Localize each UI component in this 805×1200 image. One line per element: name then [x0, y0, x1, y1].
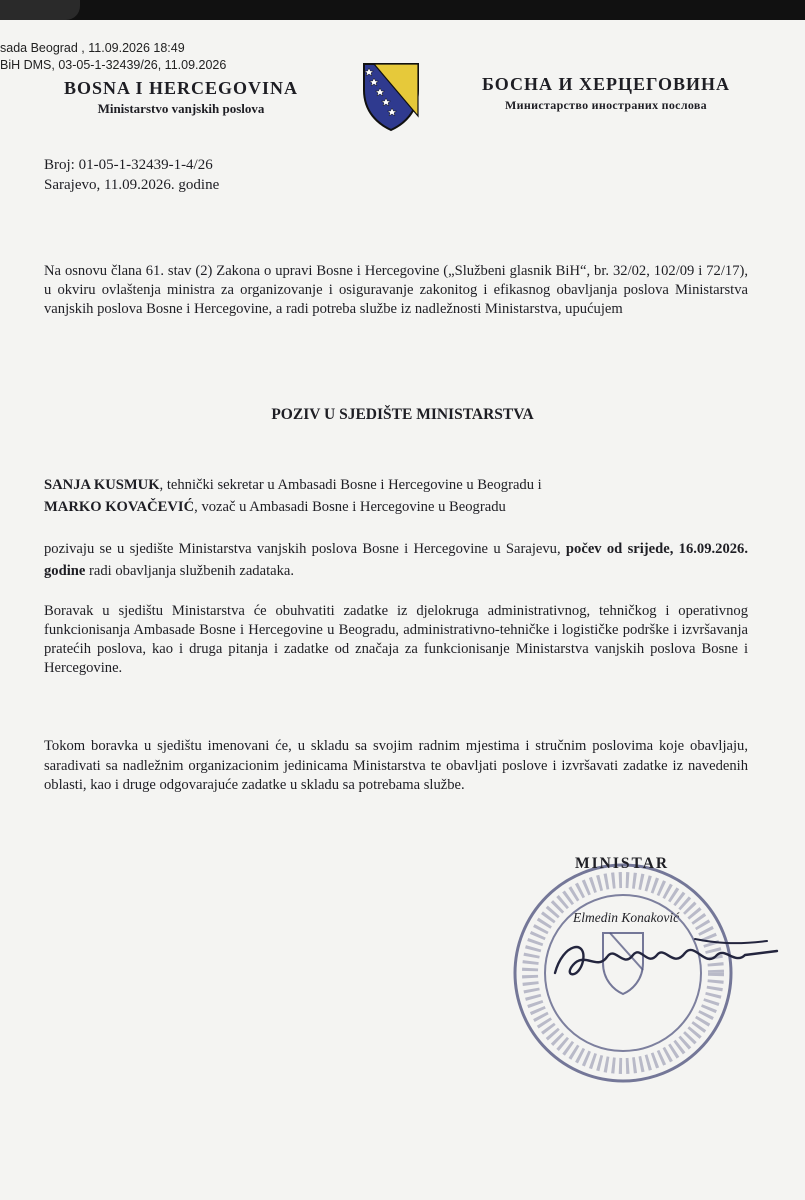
org-header-latin — [36, 78, 326, 117]
document-title: POZIV U SJEDIŠTE MINISTARSTVA — [271, 406, 534, 423]
top-bar — [0, 0, 805, 20]
invitation-tail: radi obavljanja službenih zadataka. — [85, 563, 295, 579]
invitee-2-role: , vozač u Ambasadi Bosne i Hercegovine u Beogradu — [194, 499, 506, 515]
invitation-paragraph — [44, 538, 748, 582]
org-header-cyrillic — [446, 74, 766, 113]
invitee-2-name: MARKO KOVAČEVIĆ — [44, 499, 195, 515]
coat-of-arms-icon — [360, 60, 422, 132]
stay-paragraph: Boravak u sjedištu Ministarstva će obuhvatiti zadatke iz djelokruga administrativnog, tehničkog i operativnog funkcionisanja Ambasade Bosne i Hercegovine u Beogradu, administrativno-tehničke i logističke podrške i izvršavanja pratećih poslova, kao i druga pitanja i zadatke od značaja za funkcionisanje Ministarstva vanjskih poslova Bosne i Hercegovine. — [44, 603, 748, 676]
country-name-latin: BOSNA I HERCEGOVINA — [63, 78, 299, 98]
fax-header-line1: sada Beograd , 11.09.2026 18:49 — [0, 41, 185, 55]
invitation-text: pozivaju se u sjedište Ministarstva vanjskih poslova Bosne i Hercegovine u Sarajevu, — [44, 541, 566, 557]
document-number: Broj: 01-05-1-32439-1-4/26 — [44, 157, 213, 173]
intro-paragraph: Na osnovu člana 61. stav (2) Zakona o upravi Bosne i Hercegovine („Službeni glasnik BiH“, br. 32/02, 102/09 i 72/17), u okviru ovlaštenja ministra za organizovanje i osiguravanje zakonitog i efikasnog obavljanja poslova Ministarstva vanjskih poslova Bosne i Hercegovine, a radi potreba službe iz nadležnosti Ministarstva, upućujem — [44, 263, 748, 317]
duties-paragraph: Tokom boravka u sjedištu imenovani će, u skladu sa svojim radnim mjestima i stručnim poslovima koje obavljaju, saradivati sa nadležnim organizacionim jedinicama Ministarstva te obavljati poslove i izvršavati zadatke iz navedenih oblasti, kao i druge odgovarajuće zadatke u skladu sa potrebama službe. — [44, 738, 748, 793]
invitees-paragraph — [44, 474, 748, 518]
top-bar-corner — [0, 0, 80, 20]
fax-header — [0, 40, 226, 74]
signatory-name: Elmedin Konaković — [573, 910, 680, 925]
ministry-name-cyrillic: Министарство иностраних послова — [505, 98, 707, 112]
invitee-1-name: SANJA KUSMUK — [44, 477, 160, 493]
ministry-name-latin: Ministarstvo vanjskih poslova — [97, 101, 265, 116]
reference-block — [44, 155, 219, 195]
handwritten-signature-icon — [545, 925, 785, 995]
place-and-date: Sarajevo, 11.09.2026. godine — [44, 177, 220, 193]
fax-header-line2: BiH DMS, 03-05-1-32439/26, 11.09.2026 — [0, 58, 227, 72]
invitation-start-date: počev od srijede, 16.09.2026. godine — [44, 541, 748, 579]
signatory-title: MINISTAR — [575, 855, 670, 872]
country-name-cyrillic: БОСНА И ХЕРЦЕГОВИНА — [481, 74, 731, 94]
invitee-1-role: , tehnički sekretar u Ambasadi Bosne i Hercegovine u Beogradu i — [159, 477, 542, 493]
